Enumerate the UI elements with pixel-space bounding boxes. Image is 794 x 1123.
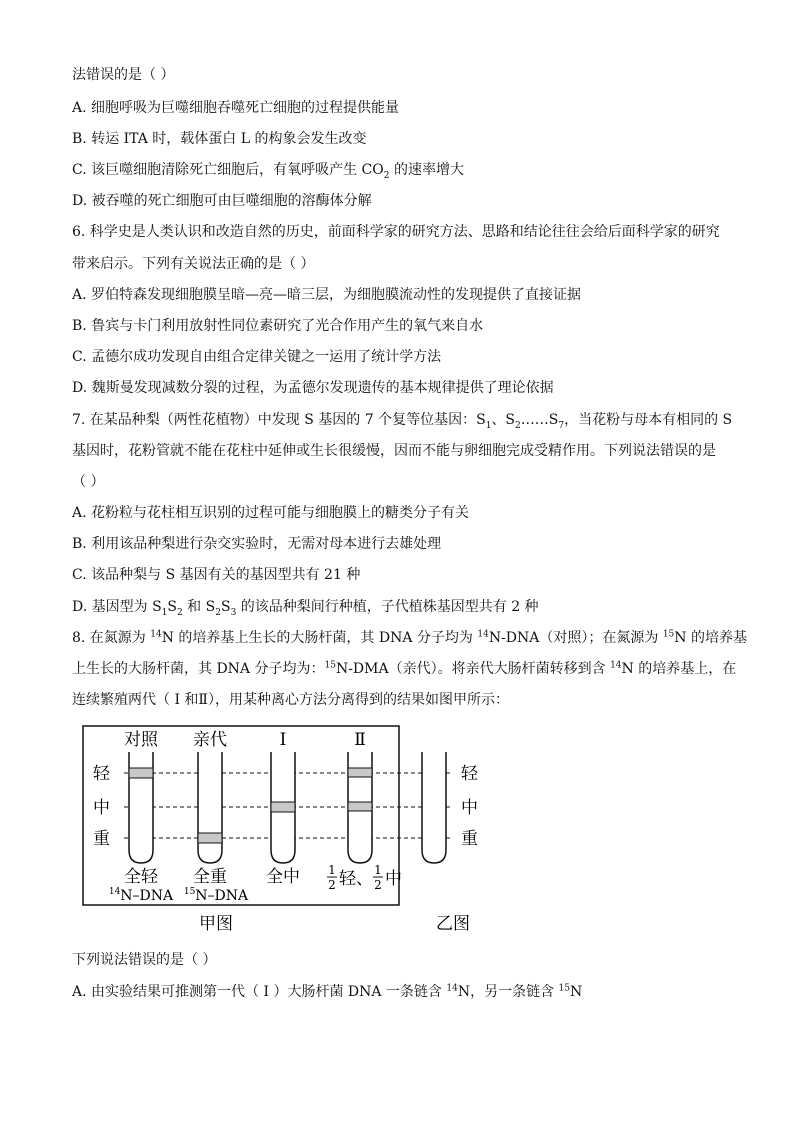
q5-option-c: C. 该巨噬细胞清除死亡细胞后，有氧呼吸产生 $CO_2$ 的速率增大 [72,162,464,181]
result-control-dna: $^{14}$N–DNA [108,887,174,904]
result-gen2 [327,863,402,892]
q7-option-a: A. 花粉粒与花柱相互识别的过程可能与细胞膜上的糖类分子有关 [72,505,470,521]
q6-stem-line1: 6. 科学史是人类认识和改造自然的历史，前面科学家的研究方法、思路和结论往往会给后面科学家的研究 [72,224,720,240]
level-label-mid-left: 中 [93,798,110,818]
level-label-light-left: 轻 [93,764,110,784]
q6-option-b: B. 鲁宾与卡门利用放射性同位素研究了光合作用产生的氧气来自水 [72,318,484,334]
tube-label-parent: 亲代 [193,730,227,750]
centrifuge-figure [78,722,508,942]
q7-option-b: B. 利用该品种梨进行杂交实验时，无需对母本进行去雄处理 [72,536,442,552]
tube-yi-empty [422,752,446,863]
caption-jia: 甲图 [199,914,233,934]
q5-option-d: D. 被吞噬的死亡细胞可由巨噬细胞的溶酶体分解 [72,193,372,209]
q5-option-b: B. 转运 ITA 时，载体蛋白 L 的构象会发生改变 [72,131,367,147]
band-gen2-light [348,768,372,777]
svg-text:2: 2 [328,878,336,892]
svg-text:轻、: 轻、 [339,869,373,889]
tube-label-gen2: Ⅱ [354,730,366,750]
result-control: 全轻 [124,867,158,887]
q6-stem-line2: 带来启示。下列有关说法正确的是（ ） [72,256,315,272]
q7-stem-line1: 7. 在某品种梨（两性花植物）中发现 S 基因的 7 个复等位基因：$S_1$、$S_2\dots\dots S_7$，当花粉与母本有相同的 S [72,412,733,431]
band-control-light [129,768,153,778]
q5-option-a: A. 细胞呼吸为巨噬细胞吞噬死亡细胞的过程提供能量 [72,100,400,116]
tube-label-gen1: I [279,730,287,750]
band-parent-heavy [198,833,222,843]
q8-stem-line3: 连续繁殖两代（ I 和Ⅱ），用某种离心方法分离得到的结果如图甲所示： [72,692,509,708]
caption-yi: 乙图 [436,914,470,934]
result-gen1: 全中 [266,867,300,887]
q6-option-c: C. 孟德尔成功发现自由组合定律关键之一运用了统计学方法 [72,349,442,365]
svg-text:2: 2 [374,878,382,892]
svg-text:1: 1 [328,863,336,877]
level-label-heavy-right: 重 [461,829,478,849]
q8-stem-line1: 8. 在氮源为 $^{14}$N 的培养基上生长的大肠杆菌，其 DNA 分子均为 $^{14}$N-DNA（对照）；在氮源为 $^{15}$N 的培养基 [72,629,747,646]
q8-question: 下列说法错误的是（ ） [72,952,217,968]
q7-option-d: D. 基因型为 $S_1S_2$ 和 $S_2S_3$ 的该品种梨间行种植，子代植株基因型共有 2 种 [72,599,539,618]
band-gen2-middle [348,802,372,811]
q6-option-d: D. 魏斯曼发现减数分裂的过程，为孟德尔发现遗传的基本规律提供了理论依据 [72,380,554,396]
q5-stem-tail: 法错误的是（ ） [72,67,175,83]
q8-stem-line2: 上生长的大肠杆菌，其 DNA 分子均为：$^{15}$N-DMA（亲代）。将亲代大肠杆菌转移到含 $^{14}$N 的培养基上，在 [72,660,737,677]
result-parent-dna: $^{15}$N–DNA [183,887,249,904]
level-label-mid-right: 中 [461,798,478,818]
q6-option-a: A. 罗伯特森发现细胞膜呈暗—亮—暗三层，为细胞膜流动性的发现提供了直接证据 [72,287,582,303]
q7-stem-line3: （ ） [72,474,105,490]
q7-stem-line2: 基因时，花粉管就不能在花柱中延伸或生长很缓慢，因而不能与卵细胞完成受精作用。下列说法错误的是 [72,443,716,459]
tube-label-control: 对照 [124,730,158,750]
level-label-heavy-left: 重 [93,829,110,849]
level-label-light-right: 轻 [461,764,478,784]
svg-text:1: 1 [374,863,382,877]
result-parent: 全重 [193,867,227,887]
svg-text:中: 中 [385,869,402,889]
q8-option-a: A. 由实验结果可推测第一代（ I ）大肠杆菌 DNA 一条链含 $^{14}$N，另一条链含 $^{15}$N [72,983,583,1000]
band-gen1-middle [271,802,295,812]
q7-option-c: C. 该品种梨与 S 基因有关的基因型共有 21 种 [72,567,361,583]
tube-parent [198,752,222,863]
